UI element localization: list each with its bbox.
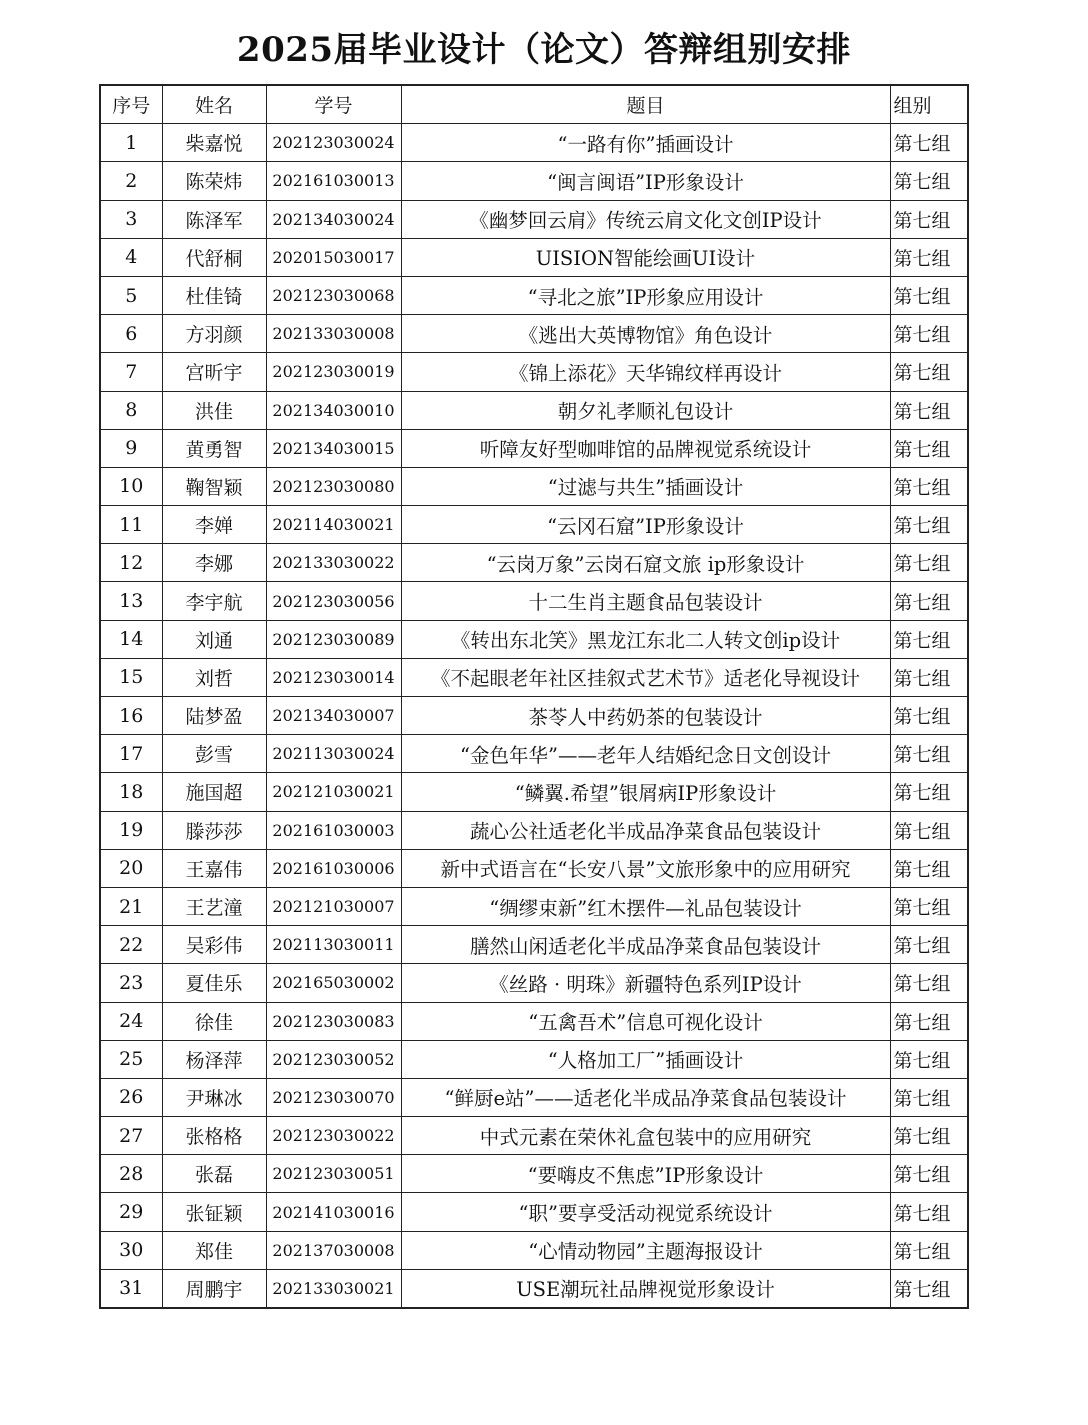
header-no: 序号	[100, 85, 162, 124]
cell-student-id: 202134030015	[266, 429, 401, 467]
cell-no: 29	[100, 1193, 162, 1231]
cell-no: 3	[100, 200, 162, 238]
cell-student-id: 202123030014	[266, 658, 401, 696]
page-title: 2025届毕业设计（论文）答辩组别安排	[236, 30, 852, 70]
cell-group: 第七组	[890, 849, 968, 887]
cell-group: 第七组	[890, 1193, 968, 1231]
cell-student-id: 202133030008	[266, 315, 401, 353]
cell-no: 24	[100, 1002, 162, 1040]
cell-student-id: 202123030080	[266, 467, 401, 505]
cell-name: 陆梦盈	[162, 697, 266, 735]
table-row	[100, 544, 968, 582]
cell-group: 第七组	[890, 887, 968, 925]
cell-name: 张格格	[162, 1117, 266, 1155]
table-row	[100, 238, 968, 276]
table-row	[100, 849, 968, 887]
cell-student-id: 202141030016	[266, 1193, 401, 1231]
table-row	[100, 1002, 968, 1040]
cell-group: 第七组	[890, 964, 968, 1002]
cell-topic: “人格加工厂”插画设计	[401, 1040, 890, 1078]
table-row	[100, 506, 968, 544]
table-row	[100, 353, 968, 391]
table-row	[100, 1269, 968, 1308]
cell-group: 第七组	[890, 506, 968, 544]
cell-student-id: 202123030024	[266, 124, 401, 162]
cell-group: 第七组	[890, 276, 968, 314]
cell-topic: 《丝路 · 明珠》新疆特色系列IP设计	[401, 964, 890, 1002]
cell-group: 第七组	[890, 1002, 968, 1040]
cell-student-id: 202123030052	[266, 1040, 401, 1078]
cell-group: 第七组	[890, 1040, 968, 1078]
cell-name: 方羽颜	[162, 315, 266, 353]
cell-student-id: 202121030021	[266, 773, 401, 811]
cell-no: 7	[100, 353, 162, 391]
cell-group: 第七组	[890, 697, 968, 735]
cell-name: 王艺潼	[162, 887, 266, 925]
cell-student-id: 202123030056	[266, 582, 401, 620]
cell-name: 李婵	[162, 506, 266, 544]
cell-topic: 《不起眼老年社区挂叙式艺术节》适老化导视设计	[401, 658, 890, 696]
cell-no: 2	[100, 162, 162, 200]
cell-topic: 听障友好型咖啡馆的品牌视觉系统设计	[401, 429, 890, 467]
cell-name: 黄勇智	[162, 429, 266, 467]
cell-topic: 膳然山闲适老化半成品净菜食品包装设计	[401, 926, 890, 964]
cell-no: 14	[100, 620, 162, 658]
cell-student-id: 202134030024	[266, 200, 401, 238]
cell-topic: “要嗨皮不焦虑”IP形象设计	[401, 1155, 890, 1193]
cell-no: 13	[100, 582, 162, 620]
cell-name: 宫昕宇	[162, 353, 266, 391]
table-row	[100, 1193, 968, 1231]
cell-name: 李宇航	[162, 582, 266, 620]
cell-no: 5	[100, 276, 162, 314]
cell-topic: “云冈石窟”IP形象设计	[401, 506, 890, 544]
table-row	[100, 162, 968, 200]
table-row	[100, 429, 968, 467]
cell-topic: “五禽吾术”信息可视化设计	[401, 1002, 890, 1040]
cell-group: 第七组	[890, 315, 968, 353]
cell-name: 刘哲	[162, 658, 266, 696]
cell-student-id: 202123030070	[266, 1078, 401, 1116]
cell-name: 李娜	[162, 544, 266, 582]
cell-name: 刘通	[162, 620, 266, 658]
cell-topic: 蔬心公社适老化半成品净菜食品包装设计	[401, 811, 890, 849]
cell-student-id: 202133030022	[266, 544, 401, 582]
cell-topic: 朝夕礼孝顺礼包设计	[401, 391, 890, 429]
cell-group: 第七组	[890, 773, 968, 811]
cell-topic: “金色年华”——老年人结婚纪念日文创设计	[401, 735, 890, 773]
cell-no: 18	[100, 773, 162, 811]
cell-group: 第七组	[890, 811, 968, 849]
cell-topic: 十二生肖主题食品包装设计	[401, 582, 890, 620]
cell-group: 第七组	[890, 735, 968, 773]
table-row	[100, 276, 968, 314]
cell-group: 第七组	[890, 162, 968, 200]
cell-group: 第七组	[890, 238, 968, 276]
cell-name: 施国超	[162, 773, 266, 811]
cell-name: 王嘉伟	[162, 849, 266, 887]
cell-student-id: 202123030089	[266, 620, 401, 658]
table-row	[100, 200, 968, 238]
cell-topic: “鳞翼.希望”银屑病IP形象设计	[401, 773, 890, 811]
header-group: 组别	[890, 85, 968, 124]
cell-name: 陈荣炜	[162, 162, 266, 200]
table-row	[100, 1117, 968, 1155]
cell-no: 27	[100, 1117, 162, 1155]
cell-name: 尹琳冰	[162, 1078, 266, 1116]
cell-topic: “云岗万象”云岗石窟文旅 ip形象设计	[401, 544, 890, 582]
cell-topic: “绸缪束新”红木摆件—礼品包装设计	[401, 887, 890, 925]
cell-name: 夏佳乐	[162, 964, 266, 1002]
cell-no: 8	[100, 391, 162, 429]
cell-topic: 《幽梦回云肩》传统云肩文化文创IP设计	[401, 200, 890, 238]
cell-topic: 《转出东北笑》黑龙江东北二人转文创ip设计	[401, 620, 890, 658]
table-row	[100, 582, 968, 620]
table-row	[100, 1040, 968, 1078]
cell-no: 21	[100, 887, 162, 925]
cell-group: 第七组	[890, 124, 968, 162]
cell-name: 周鹏宇	[162, 1269, 266, 1308]
cell-topic: 茶苓人中药奶茶的包装设计	[401, 697, 890, 735]
cell-no: 22	[100, 926, 162, 964]
cell-student-id: 202161030006	[266, 849, 401, 887]
cell-group: 第七组	[890, 582, 968, 620]
cell-no: 4	[100, 238, 162, 276]
cell-name: 滕莎莎	[162, 811, 266, 849]
cell-no: 31	[100, 1269, 162, 1308]
table-row	[100, 391, 968, 429]
table-row	[100, 773, 968, 811]
cell-topic: “鲜厨e站”——适老化半成品净菜食品包装设计	[401, 1078, 890, 1116]
cell-group: 第七组	[890, 353, 968, 391]
cell-student-id: 202123030068	[266, 276, 401, 314]
cell-name: 洪佳	[162, 391, 266, 429]
cell-student-id: 202123030051	[266, 1155, 401, 1193]
cell-topic: “闽言闽语”IP形象设计	[401, 162, 890, 200]
cell-topic: “过滤与共生”插画设计	[401, 467, 890, 505]
cell-name: 柴嘉悦	[162, 124, 266, 162]
cell-student-id: 202133030021	[266, 1269, 401, 1308]
cell-no: 12	[100, 544, 162, 582]
cell-student-id: 202123030019	[266, 353, 401, 391]
cell-no: 28	[100, 1155, 162, 1193]
cell-no: 11	[100, 506, 162, 544]
cell-name: 彭雪	[162, 735, 266, 773]
cell-name: 张磊	[162, 1155, 266, 1193]
cell-student-id: 202113030011	[266, 926, 401, 964]
cell-group: 第七组	[890, 200, 968, 238]
cell-group: 第七组	[890, 391, 968, 429]
cell-topic: “心情动物园”主题海报设计	[401, 1231, 890, 1269]
cell-topic: “职”要享受活动视觉系统设计	[401, 1193, 890, 1231]
cell-name: 杜佳锜	[162, 276, 266, 314]
cell-student-id: 202137030008	[266, 1231, 401, 1269]
cell-student-id: 202015030017	[266, 238, 401, 276]
cell-topic: 《锦上添花》天华锦纹样再设计	[401, 353, 890, 391]
table-row	[100, 1155, 968, 1193]
cell-student-id: 202165030002	[266, 964, 401, 1002]
cell-no: 17	[100, 735, 162, 773]
cell-student-id: 202113030024	[266, 735, 401, 773]
header-student-id: 学号	[266, 85, 401, 124]
table-body	[100, 124, 968, 1308]
cell-no: 30	[100, 1231, 162, 1269]
table-row	[100, 735, 968, 773]
cell-student-id: 202123030022	[266, 1117, 401, 1155]
table-row	[100, 124, 968, 162]
table-row	[100, 620, 968, 658]
cell-student-id: 202161030003	[266, 811, 401, 849]
cell-no: 10	[100, 467, 162, 505]
cell-name: 吴彩伟	[162, 926, 266, 964]
cell-topic: 中式元素在荣休礼盒包装中的应用研究	[401, 1117, 890, 1155]
table-row	[100, 811, 968, 849]
cell-group: 第七组	[890, 658, 968, 696]
table-row	[100, 658, 968, 696]
cell-student-id: 202134030010	[266, 391, 401, 429]
table-row	[100, 964, 968, 1002]
cell-student-id: 202161030013	[266, 162, 401, 200]
cell-group: 第七组	[890, 1117, 968, 1155]
cell-no: 6	[100, 315, 162, 353]
cell-student-id: 202114030021	[266, 506, 401, 544]
table-row	[100, 926, 968, 964]
cell-topic: USE潮玩社品牌视觉形象设计	[401, 1269, 890, 1308]
cell-name: 鞠智颖	[162, 467, 266, 505]
cell-no: 15	[100, 658, 162, 696]
cell-group: 第七组	[890, 620, 968, 658]
cell-topic: UISION智能绘画UI设计	[401, 238, 890, 276]
cell-topic: “一路有你”插画设计	[401, 124, 890, 162]
cell-no: 19	[100, 811, 162, 849]
cell-group: 第七组	[890, 1078, 968, 1116]
cell-topic: 《逃出大英博物馆》角色设计	[401, 315, 890, 353]
cell-topic: “寻北之旅”IP形象应用设计	[401, 276, 890, 314]
defense-schedule-table	[99, 84, 969, 1309]
cell-student-id: 202121030007	[266, 887, 401, 925]
cell-name: 徐佳	[162, 1002, 266, 1040]
cell-group: 第七组	[890, 1269, 968, 1308]
cell-no: 23	[100, 964, 162, 1002]
cell-group: 第七组	[890, 1231, 968, 1269]
cell-name: 张钲颖	[162, 1193, 266, 1231]
cell-group: 第七组	[890, 429, 968, 467]
cell-student-id: 202123030083	[266, 1002, 401, 1040]
cell-group: 第七组	[890, 926, 968, 964]
header-topic: 题目	[401, 85, 890, 124]
table-header-row	[100, 85, 968, 124]
table-row	[100, 1231, 968, 1269]
cell-no: 25	[100, 1040, 162, 1078]
cell-group: 第七组	[890, 544, 968, 582]
table-row	[100, 315, 968, 353]
table-row	[100, 697, 968, 735]
cell-name: 郑佳	[162, 1231, 266, 1269]
table-row	[100, 467, 968, 505]
cell-name: 陈泽军	[162, 200, 266, 238]
cell-group: 第七组	[890, 467, 968, 505]
cell-no: 16	[100, 697, 162, 735]
cell-no: 9	[100, 429, 162, 467]
cell-no: 20	[100, 849, 162, 887]
header-name: 姓名	[162, 85, 266, 124]
cell-group: 第七组	[890, 1155, 968, 1193]
cell-no: 1	[100, 124, 162, 162]
cell-topic: 新中式语言在“长安八景”文旅形象中的应用研究	[401, 849, 890, 887]
table-row	[100, 887, 968, 925]
cell-name: 杨泽萍	[162, 1040, 266, 1078]
table-row	[100, 1078, 968, 1116]
cell-name: 代舒桐	[162, 238, 266, 276]
cell-student-id: 202134030007	[266, 697, 401, 735]
cell-no: 26	[100, 1078, 162, 1116]
